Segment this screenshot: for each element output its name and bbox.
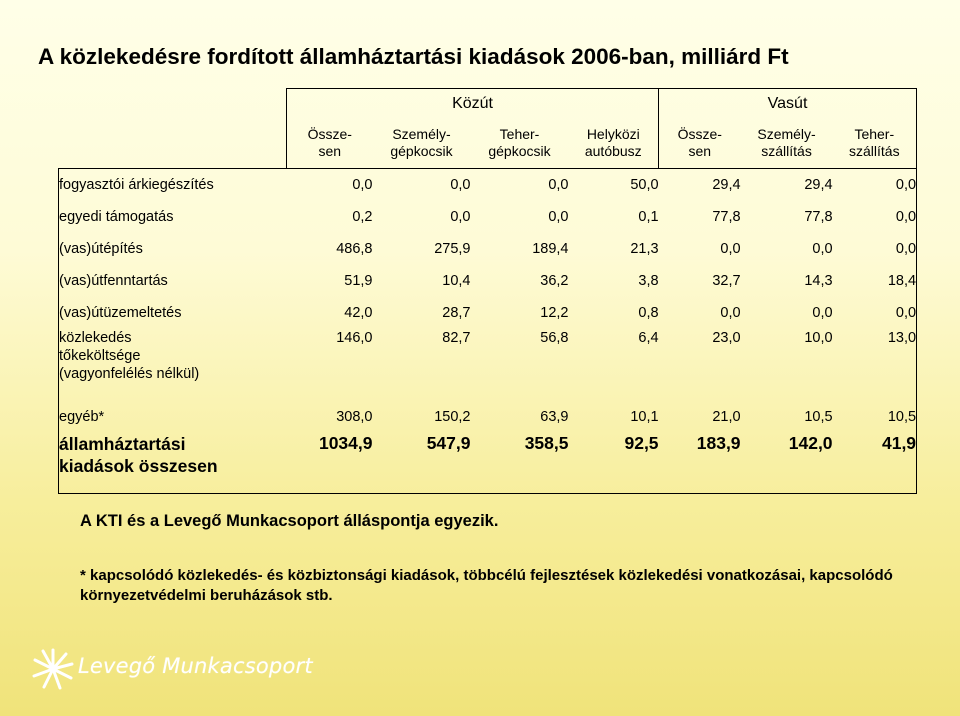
table-cell: 0,8 — [638, 304, 659, 321]
consensus-note: A KTI és a Levegő Munkacsoport álláspontja egyezik. — [80, 512, 499, 530]
table-cell: 14,3 — [804, 272, 833, 289]
row-label: közlekedés tőkeköltsége (vagyonfelélés nélkül) — [59, 329, 287, 401]
table-cell: 0,0 — [548, 208, 569, 225]
table-cell: 150,2 — [434, 409, 471, 426]
column-header: Teher- gépkocsik — [488, 126, 551, 160]
table-cell: 0,0 — [812, 240, 833, 257]
table-cell: 275,9 — [434, 240, 471, 257]
table-cell: 28,7 — [442, 304, 471, 321]
table-row — [59, 329, 917, 401]
table-row — [59, 169, 917, 201]
table-cell: 32,7 — [712, 272, 741, 289]
table-cell: 0,0 — [720, 304, 741, 321]
group-header-kozut: Közút — [287, 89, 659, 119]
table-cell: 12,2 — [540, 304, 569, 321]
corner-cell — [59, 119, 287, 169]
column-header: Személy- gépkocsik — [390, 126, 453, 160]
table-row — [59, 265, 917, 297]
table-cell: 42,0 — [344, 304, 373, 321]
table-row — [59, 401, 917, 433]
page-title: A közlekedésre fordított államháztartási kiadások 2006-ban, milliárd Ft — [38, 44, 789, 69]
table-cell: 10,0 — [804, 329, 833, 346]
group-header-row — [59, 89, 917, 119]
table-row — [59, 233, 917, 265]
row-label: (vas)útfenntartás — [59, 265, 287, 297]
table-cell-total: 142,0 — [741, 433, 833, 493]
table-cell: 0,1 — [638, 208, 659, 225]
table-cell: 0,0 — [833, 169, 917, 201]
table-cell: 10,5 — [804, 409, 833, 426]
table-cell: 0,0 — [373, 169, 471, 201]
logo-text: Levegő Munkacsoport — [78, 654, 313, 678]
table-cell: 56,8 — [540, 329, 569, 346]
table-row — [59, 201, 917, 233]
table-cell: 486,8 — [336, 240, 373, 257]
row-label: fogyasztói árkiegészítés — [59, 169, 287, 201]
table-cell: 10,5 — [833, 401, 917, 433]
table-cell: 0,0 — [833, 233, 917, 265]
table-cell-total: 1034,9 — [287, 433, 373, 493]
corner-cell — [59, 89, 287, 119]
row-label: (vas)útüzemeltetés — [59, 297, 287, 329]
table-cell-total: 358,5 — [471, 433, 569, 493]
table-cell: 77,8 — [712, 208, 741, 225]
table-cell: 146,0 — [336, 329, 373, 346]
table-row-total — [59, 433, 917, 493]
table-cell: 0,0 — [833, 201, 917, 233]
column-header-row — [59, 119, 917, 169]
table-cell: 6,4 — [638, 329, 659, 346]
row-label: (vas)útépítés — [59, 233, 287, 265]
table-cell-total: 41,9 — [833, 433, 917, 493]
table-cell: 0,0 — [450, 208, 471, 225]
table-cell: 21,0 — [712, 409, 741, 426]
column-header: Teher- szállítás — [833, 119, 917, 169]
table-cell: 29,4 — [659, 169, 741, 201]
row-label: egyéb* — [59, 401, 287, 433]
table-cell: 0,0 — [833, 297, 917, 329]
table-cell: 0,0 — [471, 169, 569, 201]
table-cell: 23,0 — [712, 329, 741, 346]
table-cell: 0,2 — [352, 208, 373, 225]
table-cell: 21,3 — [630, 240, 659, 257]
table-cell: 10,4 — [442, 272, 471, 289]
table-cell: 50,0 — [569, 169, 659, 201]
column-header: Össze- sen — [659, 119, 741, 169]
table-cell: 0,0 — [812, 304, 833, 321]
column-header: Személy- szállítás — [757, 126, 816, 160]
table-cell: 3,8 — [638, 272, 659, 289]
table-cell: 308,0 — [336, 409, 373, 426]
table-cell-total: 183,9 — [659, 433, 741, 493]
table-cell: 13,0 — [833, 329, 917, 401]
expenditure-table — [58, 88, 917, 494]
table-cell: 51,9 — [344, 272, 373, 289]
table-cell: 0,0 — [287, 169, 373, 201]
table-cell: 63,9 — [540, 409, 569, 426]
table-cell: 189,4 — [532, 240, 569, 257]
row-label: egyedi támogatás — [59, 201, 287, 233]
table-cell: 29,4 — [741, 169, 833, 201]
table-cell-total: 547,9 — [373, 433, 471, 493]
star-burst-icon — [30, 646, 76, 692]
table-row — [59, 297, 917, 329]
table-cell: 82,7 — [442, 329, 471, 346]
column-header: Össze- sen — [287, 119, 373, 169]
footnote: * kapcsolódó közlekedés- és közbiztonsági kiadások, többcélú fejlesztések közlekedési vonatkozásai, kapcsolódó környezetvédelmi beruházások stb. — [80, 567, 893, 604]
table-cell: 0,0 — [720, 240, 741, 257]
table-cell: 36,2 — [540, 272, 569, 289]
organization-logo — [30, 646, 430, 692]
table-cell: 10,1 — [630, 409, 659, 426]
table-cell: 77,8 — [804, 208, 833, 225]
table-cell: 18,4 — [833, 265, 917, 297]
row-label-total: államháztartási kiadások összesen — [59, 433, 287, 493]
group-header-vasut: Vasút — [659, 89, 917, 119]
table-cell-total: 92,5 — [569, 433, 659, 493]
column-header: Helyközi autóbusz — [584, 126, 642, 160]
